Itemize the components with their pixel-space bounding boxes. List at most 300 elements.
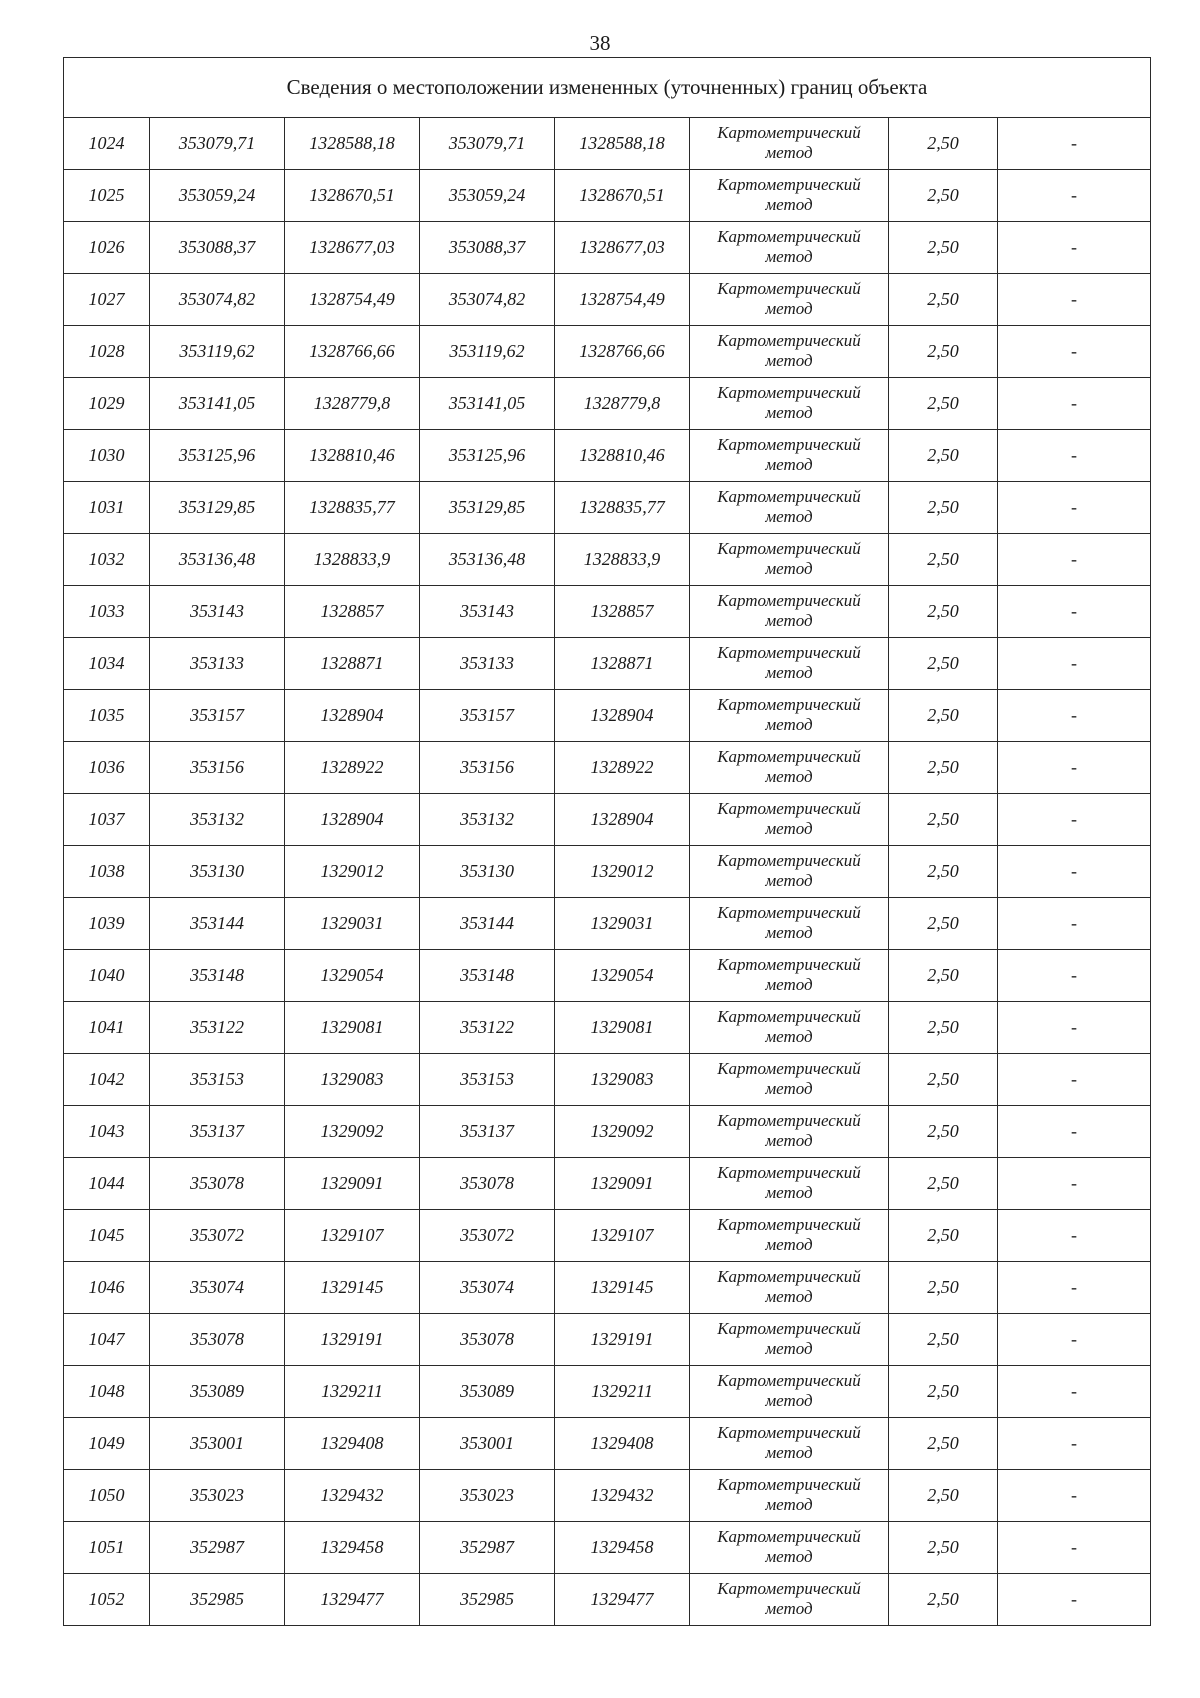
x-refined-cell: 353156: [420, 742, 555, 794]
x-existing-cell: 353074: [150, 1262, 285, 1314]
accuracy-cell: 2,50: [889, 1470, 998, 1522]
x-existing-cell: 353129,85: [150, 482, 285, 534]
point-number-cell: 1035: [64, 690, 150, 742]
note-cell: -: [998, 950, 1151, 1002]
y-refined-cell: 1328857: [555, 586, 690, 638]
method-cell: [690, 222, 889, 274]
note-cell: -: [998, 1418, 1151, 1470]
point-number-cell: 1031: [64, 482, 150, 534]
note-cell: -: [998, 326, 1151, 378]
x-existing-cell: 353023: [150, 1470, 285, 1522]
y-existing-cell: 1329477: [285, 1574, 420, 1626]
table-row: [64, 118, 1151, 170]
method-line-1: Картометрический: [717, 1370, 861, 1390]
x-existing-cell: 353130: [150, 846, 285, 898]
x-refined-cell: 353122: [420, 1002, 555, 1054]
accuracy-cell: 2,50: [889, 274, 998, 326]
method-cell: [690, 430, 889, 482]
method-cell: [690, 742, 889, 794]
table-row: [64, 1314, 1151, 1366]
x-existing-cell: 353079,71: [150, 118, 285, 170]
y-refined-cell: 1329081: [555, 1002, 690, 1054]
table-row: [64, 378, 1151, 430]
table-row: [64, 794, 1151, 846]
method-line-1: Картометрический: [717, 1006, 861, 1026]
x-refined-cell: 353074,82: [420, 274, 555, 326]
accuracy-cell: 2,50: [889, 170, 998, 222]
method-cell: [690, 1054, 889, 1106]
x-refined-cell: 353148: [420, 950, 555, 1002]
method-line-1: Картометрический: [717, 382, 861, 402]
method-cell: [690, 170, 889, 222]
point-number-cell: 1046: [64, 1262, 150, 1314]
x-refined-cell: 353130: [420, 846, 555, 898]
page-number: 38: [589, 31, 611, 55]
y-refined-cell: 1329083: [555, 1054, 690, 1106]
x-existing-cell: 353119,62: [150, 326, 285, 378]
method-line-1: Картометрический: [717, 434, 861, 454]
table-row: [64, 898, 1151, 950]
method-cell: [690, 1262, 889, 1314]
x-refined-cell: 352987: [420, 1522, 555, 1574]
y-refined-cell: 1328922: [555, 742, 690, 794]
accuracy-cell: 2,50: [889, 222, 998, 274]
note-cell: -: [998, 1002, 1151, 1054]
y-refined-cell: 1329107: [555, 1210, 690, 1262]
note-cell: -: [998, 1210, 1151, 1262]
table-row: [64, 1106, 1151, 1158]
accuracy-cell: 2,50: [889, 430, 998, 482]
note-cell: -: [998, 1366, 1151, 1418]
table-row: [64, 222, 1151, 274]
y-refined-cell: 1329191: [555, 1314, 690, 1366]
method-line-1: Картометрический: [717, 1526, 861, 1546]
point-number-cell: 1041: [64, 1002, 150, 1054]
method-line-2: метод: [765, 1026, 813, 1046]
x-existing-cell: 353133: [150, 638, 285, 690]
method-line-1: Картометрический: [717, 538, 861, 558]
y-refined-cell: 1328871: [555, 638, 690, 690]
method-line-2: метод: [765, 1494, 813, 1514]
method-line-2: метод: [765, 1442, 813, 1462]
method-cell: [690, 378, 889, 430]
point-number-cell: 1025: [64, 170, 150, 222]
method-line-1: Картометрический: [717, 902, 861, 922]
table-row: [64, 1366, 1151, 1418]
y-existing-cell: 1328766,66: [285, 326, 420, 378]
x-existing-cell: 353078: [150, 1158, 285, 1210]
method-line-1: Картометрический: [717, 122, 861, 142]
method-line-1: Картометрический: [717, 1578, 861, 1598]
y-refined-cell: 1329477: [555, 1574, 690, 1626]
x-refined-cell: 353078: [420, 1158, 555, 1210]
method-line-2: метод: [765, 298, 813, 318]
x-refined-cell: 353001: [420, 1418, 555, 1470]
point-number-cell: 1033: [64, 586, 150, 638]
x-existing-cell: 353144: [150, 898, 285, 950]
y-existing-cell: 1328922: [285, 742, 420, 794]
accuracy-cell: 2,50: [889, 690, 998, 742]
point-number-cell: 1045: [64, 1210, 150, 1262]
note-cell: -: [998, 378, 1151, 430]
accuracy-cell: 2,50: [889, 950, 998, 1002]
accuracy-cell: 2,50: [889, 898, 998, 950]
method-line-1: Картометрический: [717, 278, 861, 298]
method-line-1: Картометрический: [717, 1474, 861, 1494]
y-existing-cell: 1329091: [285, 1158, 420, 1210]
note-cell: -: [998, 1106, 1151, 1158]
method-cell: [690, 690, 889, 742]
boundary-coordinates-table: [63, 57, 1151, 1626]
method-line-1: Картометрический: [717, 1214, 861, 1234]
y-existing-cell: 1328588,18: [285, 118, 420, 170]
accuracy-cell: 2,50: [889, 638, 998, 690]
method-line-2: метод: [765, 974, 813, 994]
y-refined-cell: 1329092: [555, 1106, 690, 1158]
accuracy-cell: 2,50: [889, 534, 998, 586]
y-existing-cell: 1329054: [285, 950, 420, 1002]
method-line-2: метод: [765, 1546, 813, 1566]
y-refined-cell: 1329012: [555, 846, 690, 898]
note-cell: -: [998, 1054, 1151, 1106]
y-refined-cell: 1329054: [555, 950, 690, 1002]
method-line-1: Картометрический: [717, 746, 861, 766]
method-cell: [690, 846, 889, 898]
note-cell: -: [998, 1262, 1151, 1314]
x-existing-cell: 353141,05: [150, 378, 285, 430]
x-existing-cell: 353072: [150, 1210, 285, 1262]
method-line-2: метод: [765, 194, 813, 214]
point-number-cell: 1027: [64, 274, 150, 326]
y-refined-cell: 1328766,66: [555, 326, 690, 378]
x-refined-cell: 353153: [420, 1054, 555, 1106]
table-row: [64, 638, 1151, 690]
note-cell: -: [998, 1158, 1151, 1210]
y-refined-cell: 1329211: [555, 1366, 690, 1418]
method-line-1: Картометрический: [717, 1058, 861, 1078]
y-refined-cell: 1329432: [555, 1470, 690, 1522]
note-cell: -: [998, 898, 1151, 950]
note-cell: -: [998, 222, 1151, 274]
y-existing-cell: 1328904: [285, 794, 420, 846]
x-existing-cell: 353143: [150, 586, 285, 638]
method-line-2: метод: [765, 714, 813, 734]
method-line-1: Картометрический: [717, 1162, 861, 1182]
method-line-1: Картометрический: [717, 330, 861, 350]
method-cell: [690, 1002, 889, 1054]
method-line-1: Картометрический: [717, 226, 861, 246]
table-row: [64, 1054, 1151, 1106]
table-row: [64, 1418, 1151, 1470]
x-refined-cell: 353079,71: [420, 118, 555, 170]
table-row: [64, 1002, 1151, 1054]
note-cell: -: [998, 586, 1151, 638]
method-cell: [690, 1314, 889, 1366]
x-existing-cell: 353156: [150, 742, 285, 794]
method-line-1: Картометрический: [717, 642, 861, 662]
y-existing-cell: 1329145: [285, 1262, 420, 1314]
y-refined-cell: 1328835,77: [555, 482, 690, 534]
accuracy-cell: 2,50: [889, 1262, 998, 1314]
point-number-cell: 1043: [64, 1106, 150, 1158]
x-existing-cell: 353122: [150, 1002, 285, 1054]
note-cell: -: [998, 534, 1151, 586]
method-cell: [690, 1522, 889, 1574]
accuracy-cell: 2,50: [889, 1054, 998, 1106]
note-cell: -: [998, 1470, 1151, 1522]
method-cell: [690, 1418, 889, 1470]
method-line-1: Картометрический: [717, 1266, 861, 1286]
y-existing-cell: 1329012: [285, 846, 420, 898]
y-existing-cell: 1329092: [285, 1106, 420, 1158]
method-cell: [690, 794, 889, 846]
method-line-2: метод: [765, 454, 813, 474]
x-refined-cell: 353078: [420, 1314, 555, 1366]
x-refined-cell: 353136,48: [420, 534, 555, 586]
method-line-1: Картометрический: [717, 590, 861, 610]
y-existing-cell: 1329083: [285, 1054, 420, 1106]
x-refined-cell: 353059,24: [420, 170, 555, 222]
accuracy-cell: 2,50: [889, 1106, 998, 1158]
x-existing-cell: 353125,96: [150, 430, 285, 482]
table-row: [64, 274, 1151, 326]
method-line-2: метод: [765, 1078, 813, 1098]
table-title-row: [64, 58, 1151, 118]
x-existing-cell: 353001: [150, 1418, 285, 1470]
x-refined-cell: 353157: [420, 690, 555, 742]
x-refined-cell: 353023: [420, 1470, 555, 1522]
point-number-cell: 1024: [64, 118, 150, 170]
point-number-cell: 1040: [64, 950, 150, 1002]
method-line-2: метод: [765, 506, 813, 526]
x-existing-cell: 353148: [150, 950, 285, 1002]
x-refined-cell: 352985: [420, 1574, 555, 1626]
method-line-2: метод: [765, 610, 813, 630]
note-cell: -: [998, 482, 1151, 534]
method-line-2: метод: [765, 558, 813, 578]
method-line-2: метод: [765, 662, 813, 682]
x-existing-cell: 353078: [150, 1314, 285, 1366]
y-existing-cell: 1328677,03: [285, 222, 420, 274]
point-number-cell: 1042: [64, 1054, 150, 1106]
table-row: [64, 1262, 1151, 1314]
point-number-cell: 1052: [64, 1574, 150, 1626]
accuracy-cell: 2,50: [889, 1418, 998, 1470]
note-cell: -: [998, 1314, 1151, 1366]
x-refined-cell: 353129,85: [420, 482, 555, 534]
y-existing-cell: 1328779,8: [285, 378, 420, 430]
y-existing-cell: 1328857: [285, 586, 420, 638]
table-row: [64, 742, 1151, 794]
x-existing-cell: 352985: [150, 1574, 285, 1626]
accuracy-cell: 2,50: [889, 1314, 998, 1366]
point-number-cell: 1032: [64, 534, 150, 586]
x-refined-cell: 353125,96: [420, 430, 555, 482]
method-cell: [690, 898, 889, 950]
table-row: [64, 430, 1151, 482]
y-refined-cell: 1328904: [555, 690, 690, 742]
y-existing-cell: 1328754,49: [285, 274, 420, 326]
y-existing-cell: 1328670,51: [285, 170, 420, 222]
method-cell: [690, 1574, 889, 1626]
accuracy-cell: 2,50: [889, 1158, 998, 1210]
method-cell: [690, 274, 889, 326]
method-line-1: Картометрический: [717, 954, 861, 974]
accuracy-cell: 2,50: [889, 846, 998, 898]
x-existing-cell: 353153: [150, 1054, 285, 1106]
note-cell: -: [998, 430, 1151, 482]
point-number-cell: 1044: [64, 1158, 150, 1210]
table-row: [64, 534, 1151, 586]
method-cell: [690, 638, 889, 690]
table-title: Сведения о местоположении измененных (уточненных) границ объекта: [64, 58, 1151, 118]
method-cell: [690, 326, 889, 378]
x-refined-cell: 353144: [420, 898, 555, 950]
x-refined-cell: 353072: [420, 1210, 555, 1262]
table-row: [64, 1158, 1151, 1210]
y-existing-cell: 1329408: [285, 1418, 420, 1470]
method-line-1: Картометрический: [717, 486, 861, 506]
table-row: [64, 1522, 1151, 1574]
method-line-2: метод: [765, 142, 813, 162]
x-refined-cell: 353074: [420, 1262, 555, 1314]
note-cell: -: [998, 742, 1151, 794]
table-row: [64, 1574, 1151, 1626]
point-number-cell: 1029: [64, 378, 150, 430]
method-line-2: метод: [765, 766, 813, 786]
accuracy-cell: 2,50: [889, 118, 998, 170]
note-cell: -: [998, 1522, 1151, 1574]
method-cell: [690, 1158, 889, 1210]
method-cell: [690, 118, 889, 170]
y-refined-cell: 1329091: [555, 1158, 690, 1210]
y-existing-cell: 1329432: [285, 1470, 420, 1522]
method-line-2: метод: [765, 1234, 813, 1254]
y-refined-cell: 1328779,8: [555, 378, 690, 430]
y-refined-cell: 1329408: [555, 1418, 690, 1470]
point-number-cell: 1037: [64, 794, 150, 846]
table-row: [64, 690, 1151, 742]
note-cell: -: [998, 274, 1151, 326]
method-line-2: метод: [765, 870, 813, 890]
x-existing-cell: 353059,24: [150, 170, 285, 222]
y-existing-cell: 1328835,77: [285, 482, 420, 534]
method-line-2: метод: [765, 1338, 813, 1358]
y-refined-cell: 1328754,49: [555, 274, 690, 326]
note-cell: -: [998, 794, 1151, 846]
note-cell: -: [998, 118, 1151, 170]
method-cell: [690, 534, 889, 586]
x-existing-cell: 353137: [150, 1106, 285, 1158]
y-existing-cell: 1328810,46: [285, 430, 420, 482]
y-refined-cell: 1328670,51: [555, 170, 690, 222]
method-line-2: метод: [765, 818, 813, 838]
x-refined-cell: 353119,62: [420, 326, 555, 378]
method-line-1: Картометрический: [717, 798, 861, 818]
x-refined-cell: 353132: [420, 794, 555, 846]
x-refined-cell: 353141,05: [420, 378, 555, 430]
accuracy-cell: 2,50: [889, 1002, 998, 1054]
accuracy-cell: 2,50: [889, 586, 998, 638]
method-line-2: метод: [765, 1182, 813, 1202]
method-line-2: метод: [765, 402, 813, 422]
table-row: [64, 586, 1151, 638]
x-refined-cell: 353088,37: [420, 222, 555, 274]
method-line-2: метод: [765, 1390, 813, 1410]
note-cell: -: [998, 1574, 1151, 1626]
y-existing-cell: 1329191: [285, 1314, 420, 1366]
table-row: [64, 482, 1151, 534]
point-number-cell: 1047: [64, 1314, 150, 1366]
x-existing-cell: 353074,82: [150, 274, 285, 326]
note-cell: -: [998, 170, 1151, 222]
method-line-2: метод: [765, 1598, 813, 1618]
accuracy-cell: 2,50: [889, 1366, 998, 1418]
y-refined-cell: 1329145: [555, 1262, 690, 1314]
table-row: [64, 170, 1151, 222]
x-existing-cell: 353088,37: [150, 222, 285, 274]
x-existing-cell: 353157: [150, 690, 285, 742]
accuracy-cell: 2,50: [889, 794, 998, 846]
point-number-cell: 1050: [64, 1470, 150, 1522]
method-line-1: Картометрический: [717, 850, 861, 870]
method-cell: [690, 1210, 889, 1262]
note-cell: -: [998, 846, 1151, 898]
point-number-cell: 1039: [64, 898, 150, 950]
table-row: [64, 326, 1151, 378]
note-cell: -: [998, 690, 1151, 742]
x-existing-cell: 353089: [150, 1366, 285, 1418]
method-line-2: метод: [765, 1286, 813, 1306]
y-existing-cell: 1328871: [285, 638, 420, 690]
table-row: [64, 846, 1151, 898]
accuracy-cell: 2,50: [889, 1210, 998, 1262]
y-existing-cell: 1329107: [285, 1210, 420, 1262]
accuracy-cell: 2,50: [889, 742, 998, 794]
point-number-cell: 1049: [64, 1418, 150, 1470]
method-line-1: Картометрический: [717, 1318, 861, 1338]
accuracy-cell: 2,50: [889, 1574, 998, 1626]
y-existing-cell: 1329211: [285, 1366, 420, 1418]
method-line-2: метод: [765, 1130, 813, 1150]
accuracy-cell: 2,50: [889, 326, 998, 378]
accuracy-cell: 2,50: [889, 378, 998, 430]
point-number-cell: 1036: [64, 742, 150, 794]
method-cell: [690, 482, 889, 534]
method-line-1: Картометрический: [717, 174, 861, 194]
y-existing-cell: 1329031: [285, 898, 420, 950]
method-line-1: Картометрический: [717, 694, 861, 714]
accuracy-cell: 2,50: [889, 482, 998, 534]
y-refined-cell: 1329458: [555, 1522, 690, 1574]
y-existing-cell: 1329458: [285, 1522, 420, 1574]
method-cell: [690, 1106, 889, 1158]
x-existing-cell: 353132: [150, 794, 285, 846]
point-number-cell: 1030: [64, 430, 150, 482]
point-number-cell: 1051: [64, 1522, 150, 1574]
note-cell: -: [998, 638, 1151, 690]
point-number-cell: 1026: [64, 222, 150, 274]
y-refined-cell: 1328904: [555, 794, 690, 846]
x-refined-cell: 353089: [420, 1366, 555, 1418]
accuracy-cell: 2,50: [889, 1522, 998, 1574]
point-number-cell: 1028: [64, 326, 150, 378]
method-cell: [690, 950, 889, 1002]
y-refined-cell: 1329031: [555, 898, 690, 950]
point-number-cell: 1034: [64, 638, 150, 690]
x-refined-cell: 353137: [420, 1106, 555, 1158]
x-existing-cell: 352987: [150, 1522, 285, 1574]
